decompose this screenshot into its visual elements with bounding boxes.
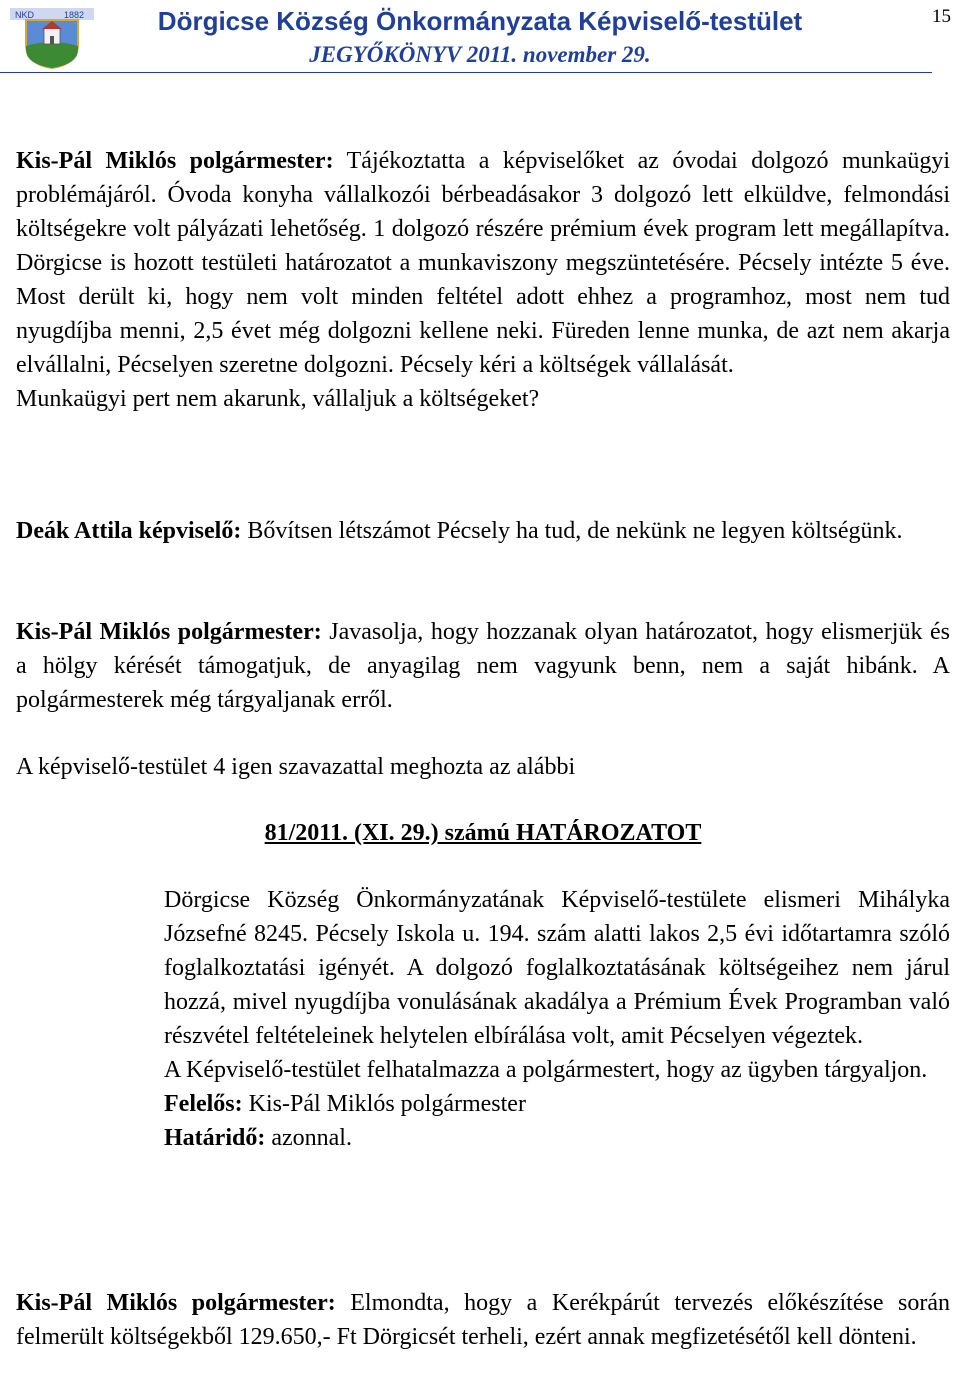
header-divider bbox=[0, 72, 932, 73]
paragraph-mayor-2 bbox=[16, 615, 950, 717]
crest-text-left: NKD bbox=[15, 10, 35, 20]
resolution-deadline bbox=[164, 1121, 950, 1155]
resolution-authorization: A Képviselő-testület felhatalmazza a polgármestert, hogy az ügyben tárgyaljon. bbox=[164, 1057, 928, 1083]
page-number: 15 bbox=[932, 6, 951, 27]
paragraph-text: Javasolja, hogy hozzanak olyan határozatot, hogy elismerjük és a hölgy kérését támogatjuk, de anyagilag nem vagyunk benn, nem a saját hibánk. A polgármesterek még tárgyaljanak erről. bbox=[16, 619, 950, 713]
speaker-name: Kis-Pál Miklós polgármester: bbox=[16, 1290, 336, 1316]
crest-text-right: 1882 bbox=[64, 10, 85, 20]
speaker-name: Deák Attila képviselő: bbox=[16, 518, 242, 544]
deadline-value: azonnal. bbox=[265, 1125, 352, 1151]
resolution-body bbox=[164, 883, 950, 1155]
document-header-subtitle: JEGYŐKÖNYV 2011. november 29. bbox=[309, 42, 651, 67]
speaker-name: Kis-Pál Miklós polgármester: bbox=[16, 148, 334, 174]
paragraph-text: Elmondta, hogy a Kerékpárút tervezés előkészítése során felmerült költségekből 129.650,- Ft Dörgicsét terheli, ezért annak megfizetésétől kell dönteni. bbox=[16, 1290, 950, 1350]
paragraph-mayor-3 bbox=[16, 1286, 950, 1354]
document-header-title: Dörgicse Község Önkormányzata Képviselő-testület bbox=[157, 6, 803, 36]
paragraph-question: Munkaügyi pert nem akarunk, vállaljuk a költségeket? bbox=[16, 386, 540, 412]
responsible-label: Felelős: bbox=[164, 1091, 243, 1117]
resolution-title: 81/2011. (XI. 29.) számú HATÁROZATOT bbox=[264, 820, 702, 846]
paragraph-councillor bbox=[16, 514, 950, 548]
resolution-text: Dörgicse Község Önkormányzatának Képviselő-testülete elismeri Mihályka Józsefné 8245. Pécsely Iskola u. 194. szám alatti lakos 2,5 évi időtartamra szóló foglalkoztatási igényét. A dolgozó foglalkoztatásának költségeihez nem járul hozzá, mivel nyugdíjba vonulásának akadálya a Prémium Évek Programban való részvétel feltételeinek helytelen elbírálása volt, amit Pécselyen végeztek. bbox=[164, 887, 950, 1049]
municipal-crest-icon bbox=[6, 4, 98, 70]
paragraph-text: Bővítsen létszámot Pécsely ha tud, de nekünk ne legyen költségünk. bbox=[241, 518, 903, 544]
resolution-responsible bbox=[164, 1087, 950, 1121]
deadline-label: Határidő: bbox=[164, 1125, 266, 1151]
paragraph-mayor-1 bbox=[16, 144, 950, 416]
speaker-name: Kis-Pál Miklós polgármester: bbox=[16, 619, 322, 645]
paragraph-text: Tájékoztatta a képviselőket az óvodai dolgozó munkaügyi problémájáról. Óvoda konyha vállalkozói bérbeadásakor 3 dolgozó lett elküldve, felmondási költségekre volt pályázati lehetőség. 1 dolgozó részére prémium évek program lett megállapítva. Dörgicse is hozott testületi határozatot a munkaviszony megszüntetésére. Pécsely intézte 5 éve. Most derült ki, hogy nem volt minden feltétel adott ehhez a programhoz, most nem tud nyugdíjba menni, 2,5 évet még dolgozni kellene neki. Füreden lenne munka, de azt nem akarja elvállalni, Pécselyen szeretne dolgozni. Pécsely kéri a költségek vállalását. bbox=[16, 148, 950, 378]
responsible-value: Kis-Pál Miklós polgármester bbox=[242, 1091, 526, 1117]
vote-statement: A képviselő-testület 4 igen szavazattal meghozta az alábbi bbox=[16, 754, 576, 780]
